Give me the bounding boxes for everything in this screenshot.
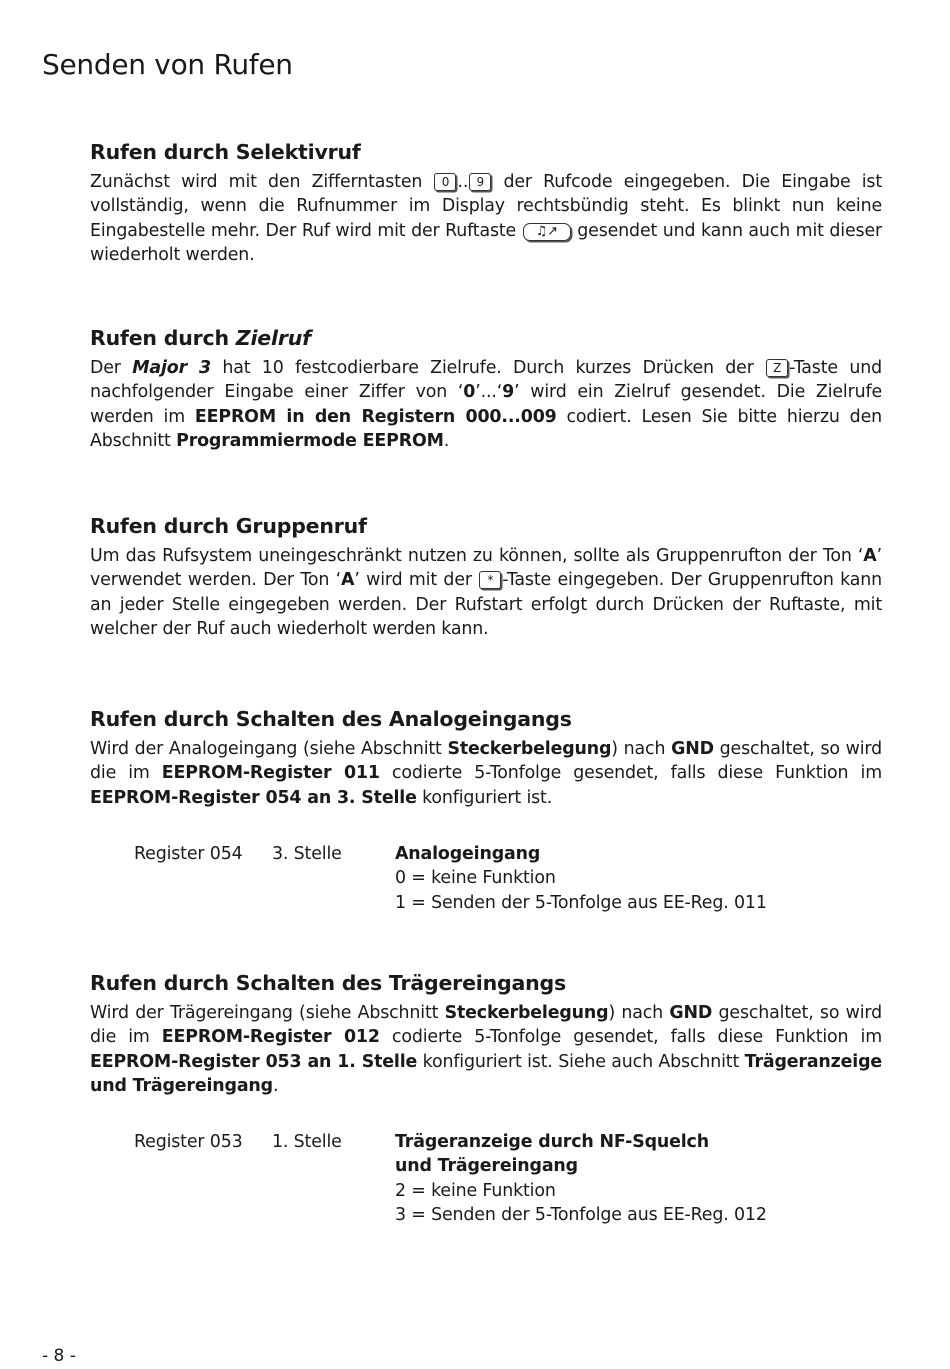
paragraph-selektivruf: Zunächst wird mit den Zifferntasten 0 .. 9 der Rufcode eingegeben. Die Eingabe ist vollständig, wenn die Rufnummer im Display rechtsbündig steht. Es blinkt nun keine Eingabestelle mehr. Der Ruf wird mit der Ruftaste ♫↗ gesendet und kann auch mit dieser wiederholt werden. [90, 172, 882, 266]
heading-traegereingang: Rufen durch Schalten des Trägereingangs [90, 971, 566, 995]
call-key-icon: ♫↗ [523, 223, 571, 241]
paragraph-analogeingang: Wird der Analogeingang (siehe Abschnitt Steckerbelegung) nach GND geschaltet, so wird die im EEPROM-Register 011 codierte 5-Tonfolge gesendet, falls diese Funktion im EEPROM-Register 054 an 3. Stelle konfiguriert ist. [90, 739, 882, 808]
heading-gruppenruf: Rufen durch Gruppenruf [90, 514, 367, 538]
section-gruppenruf [90, 514, 882, 642]
section-traegereingang [90, 971, 882, 1099]
paragraph-traegereingang: Wird der Trägereingang (siehe Abschnitt Steckerbelegung) nach GND geschaltet, so wird die im EEPROM-Register 012 codierte 5-Tonfolge gesendet, falls diese Funktion im EEPROM-Register 053 an 1. Stelle konfiguriert ist. Siehe auch Abschnitt Trägeranzeige und Trägereingang. [90, 1003, 883, 1097]
section-zielruf [90, 326, 882, 454]
section-analogeingang [90, 707, 882, 810]
key-0-icon: 0 [434, 173, 456, 191]
register-label: Register 054 [134, 844, 243, 864]
heading-zielruf: Rufen durch Zielruf [90, 326, 311, 350]
register-description: Trägeranzeige durch NF-Squelch und Trägereingang 2 = keine Funktion 3 = Senden der 5-Tonfolge aus EE-Reg. 012 [395, 1132, 767, 1226]
heading-analogeingang: Rufen durch Schalten des Analogeingangs [90, 707, 572, 731]
page-title: Senden von Rufen [42, 48, 293, 81]
page-number: - 8 - [42, 1346, 76, 1366]
register-description: Analogeingang 0 = keine Funktion 1 = Senden der 5-Tonfolge aus EE-Reg. 011 [395, 844, 767, 913]
register-label: Register 053 [134, 1132, 243, 1152]
key-star-icon: * [479, 571, 501, 589]
register-position: 3. Stelle [272, 844, 342, 864]
register-position: 1. Stelle [272, 1132, 342, 1152]
key-9-icon: 9 [469, 173, 491, 191]
heading-selektivruf: Rufen durch Selektivruf [90, 140, 361, 164]
paragraph-zielruf: Der Major 3 hat 10 festcodierbare Zielrufe. Durch kurzes Drücken der Z -Taste und nachfolgender Eingabe einer Ziffer von ‘0’...‘9’ wird ein Zielruf gesendet. Die Zielrufe werden im EEPROM in den Registern 000...009 codiert. Lesen Sie bitte hierzu den Abschnitt Programmiermode EEPROM. [90, 358, 882, 452]
paragraph-gruppenruf: Um das Rufsystem uneingeschränkt nutzen zu können, sollte als Gruppenrufton der Ton ‘A’ verwendet werden. Der Ton ‘A’ wird mit der * -Taste eingegeben. Der Gruppenrufton kann an jeder Stelle eingegeben werden. Der Rufstart erfolgt durch Drücken der Ruftaste, mit welcher der Ruf auch wiederholt werden kann. [90, 546, 883, 640]
section-selektivruf [90, 140, 882, 268]
key-z-icon: Z [766, 359, 788, 377]
